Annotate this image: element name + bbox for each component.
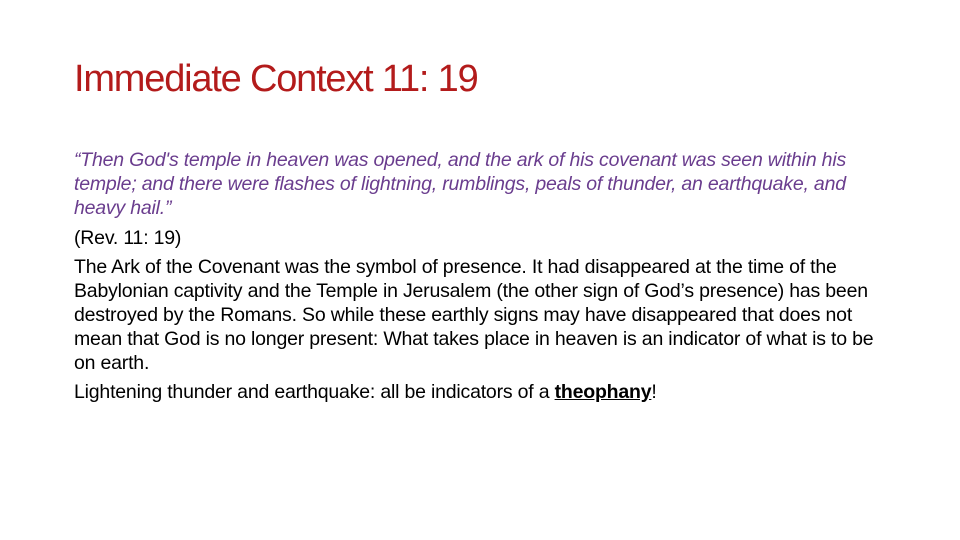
closing-line [74, 380, 894, 404]
slide-title: Immediate Context 11: 19 [74, 58, 478, 100]
scripture-citation: (Rev. 11: 19) [74, 227, 182, 249]
closing-text: Lightening thunder and earthquake: all be indicators of a [74, 381, 555, 403]
scripture-quote: “Then God's temple in heaven was opened, and the ark of his covenant was seen within his temple; and there were flashes of lightning, rumblings, peals of thunder, an earthquake, and heavy hail.” [74, 149, 847, 219]
theophany-term: theophany [554, 381, 652, 403]
explanation-paragraph: The Ark of the Covenant was the symbol of presence. It had disappeared at the time of the Babylonian captivity and the Temple in Jerusalem (the other sign of God’s presence) has been destroyed by the Romans. So while these earthly signs may have disappeared that does not mean that God is no longer present: What takes place in heaven is an indicator of what is to be on earth. [74, 256, 874, 374]
slide-body [74, 148, 894, 404]
closing-punctuation: ! [651, 381, 657, 403]
